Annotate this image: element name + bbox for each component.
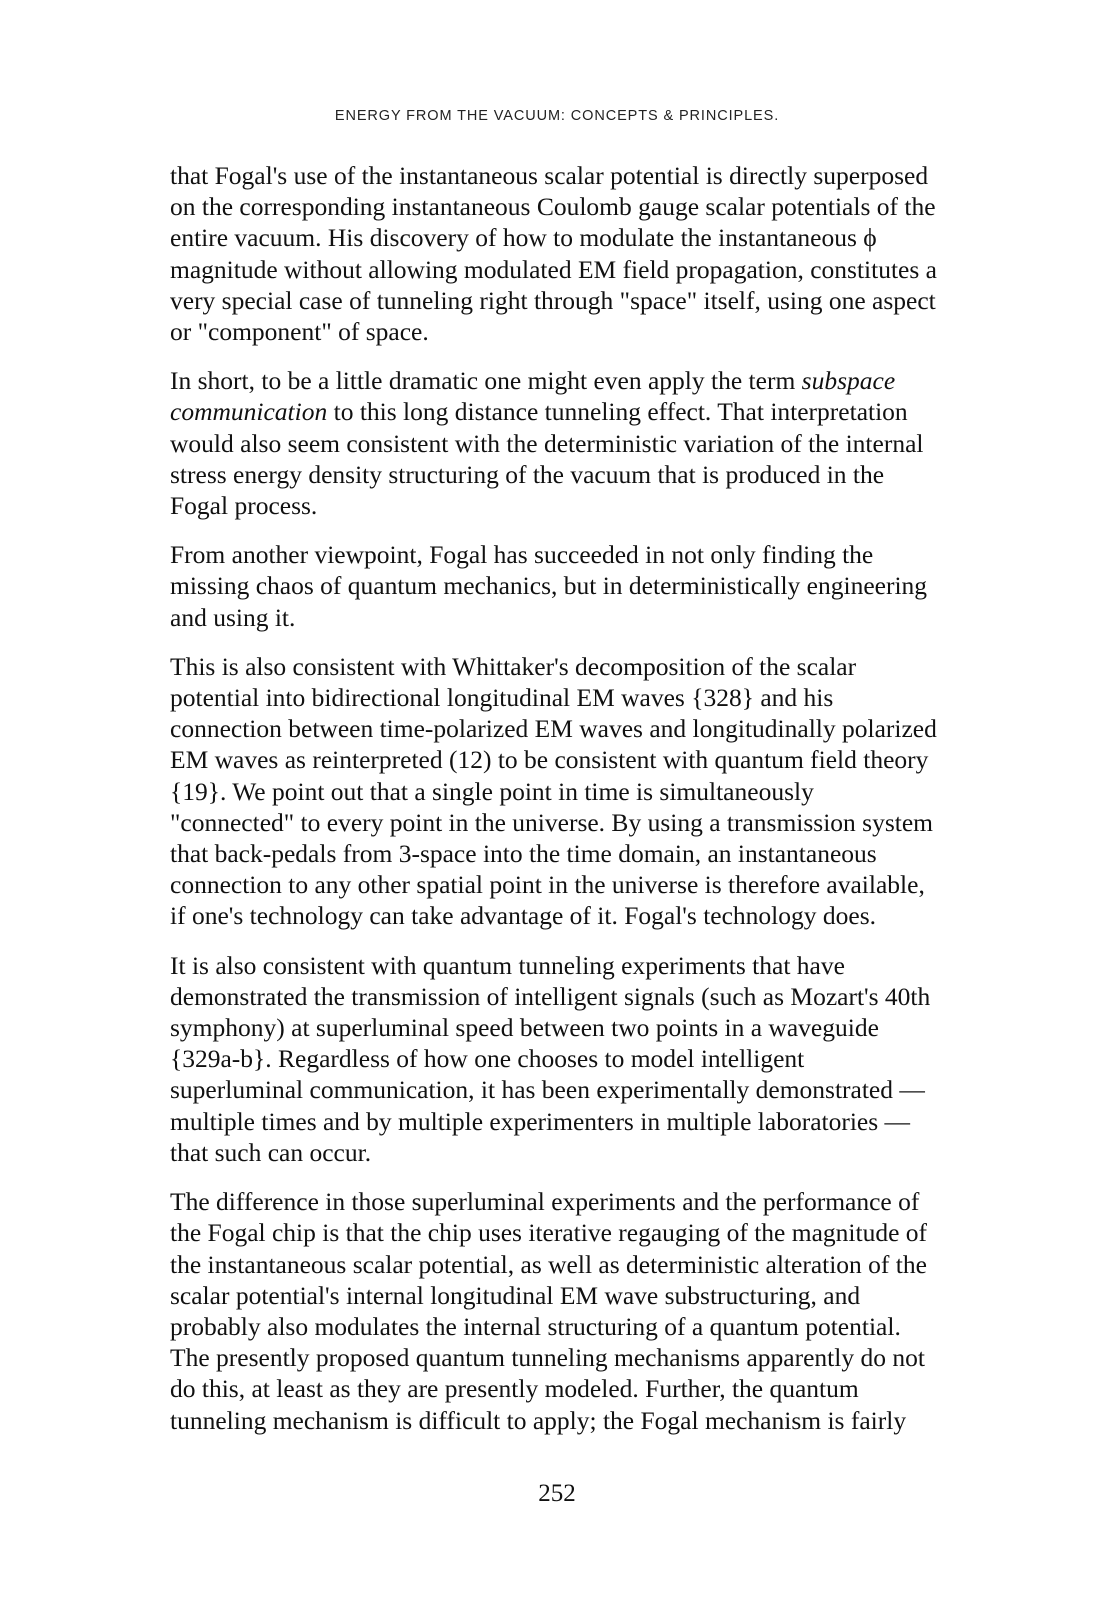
text-line: This is also consistent with Whittaker's decomposition of the scalar — [170, 651, 857, 681]
paragraph — [170, 365, 1022, 521]
paragraph — [170, 539, 1022, 633]
text-line: on the corresponding instantaneous Coulomb gauge scalar potentials of the — [170, 192, 936, 222]
text-run: to this long distance tunneling effect. That interpretation — [327, 397, 908, 427]
page-number: 252 — [538, 1480, 576, 1507]
text-run: In short, to be a little dramatic one might even apply the term — [170, 366, 802, 396]
text-line: would also seem consistent with the deterministic variation of the internal — [170, 428, 924, 458]
text-line: connection to any other spatial point in the universe is therefore available, — [170, 870, 925, 900]
text-line: Fogal process. — [170, 491, 318, 521]
paragraph — [170, 1186, 1022, 1436]
text-line: scalar potential's internal longitudinal EM wave substructuring, and — [170, 1280, 861, 1310]
text-line: and using it. — [170, 602, 296, 632]
text-line — [170, 365, 1022, 396]
text-line: {19}. We point out that a single point in time is simultaneously — [170, 776, 814, 806]
text-line: entire vacuum. His discovery of how to modulate the instantaneous ϕ — [170, 223, 877, 253]
text-line: From another viewpoint, Fogal has succeeded in not only finding the — [170, 540, 874, 570]
text-line: do this, at least as they are presently modeled. Further, the quantum — [170, 1374, 859, 1404]
body-text — [170, 160, 1022, 1454]
text-line: that back-pedals from 3-space into the time domain, an instantaneous — [170, 839, 877, 869]
text-line: "connected" to every point in the universe. By using a transmission system — [170, 807, 934, 837]
text-line: The difference in those superluminal experiments and the performance of — [170, 1187, 920, 1217]
text-line: connection between time-polarized EM waves and longitudinally polarized — [170, 714, 937, 744]
text-line: EM waves as reinterpreted (12) to be consistent with quantum field theory — [170, 745, 929, 775]
text-line: superluminal communication, it has been experimentally demonstrated — — [170, 1075, 925, 1105]
text-line: if one's technology can take advantage of it. Fogal's technology does. — [170, 901, 876, 931]
text-line: stress energy density structuring of the vacuum that is produced in the — [170, 459, 885, 489]
paragraph — [170, 950, 1022, 1168]
text-line: missing chaos of quantum mechanics, but in deterministically engineering — [170, 571, 928, 601]
text-line: demonstrated the transmission of intelligent signals (such as Mozart's 40th — [170, 981, 931, 1011]
text-line: potential into bidirectional longitudinal EM waves {328} and his — [170, 683, 834, 713]
italic-term: subspace — [801, 366, 896, 396]
text-line: {329a-b}. Regardless of how one chooses to model intelligent — [170, 1044, 805, 1074]
text-line: symphony) at superluminal speed between two points in a waveguide — [170, 1013, 879, 1043]
text-line: It is also consistent with quantum tunneling experiments that have — [170, 950, 845, 980]
text-line: the Fogal chip is that the chip uses iterative regauging of the magnitude of — [170, 1218, 928, 1248]
italic-term: communication — [170, 397, 328, 427]
paragraph — [170, 160, 1022, 347]
text-line: multiple times and by multiple experimenters in multiple laboratories — — [170, 1106, 911, 1136]
text-line: magnitude without allowing modulated EM field propagation, constitutes a — [170, 254, 937, 284]
text-line — [170, 396, 1022, 427]
text-line: that Fogal's use of the instantaneous scalar potential is directly superposed — [170, 161, 929, 190]
text-line: that such can occur. — [170, 1137, 372, 1167]
text-line: tunneling mechanism is difficult to apply; the Fogal mechanism is fairly — [170, 1405, 907, 1435]
text-line: probably also modulates the internal structuring of a quantum potential. — [170, 1311, 901, 1341]
running-header: ENERGY FROM THE VACUUM: CONCEPTS & PRINCIPLES. — [334, 108, 780, 124]
text-line: or "component" of space. — [170, 317, 429, 347]
text-line: The presently proposed quantum tunneling mechanisms apparently do not — [170, 1343, 925, 1373]
text-line: very special case of tunneling right through "space" itself, using one aspect — [170, 285, 936, 315]
text-line: the instantaneous scalar potential, as well as deterministic alteration of the — [170, 1249, 927, 1279]
paragraph — [170, 651, 1022, 932]
